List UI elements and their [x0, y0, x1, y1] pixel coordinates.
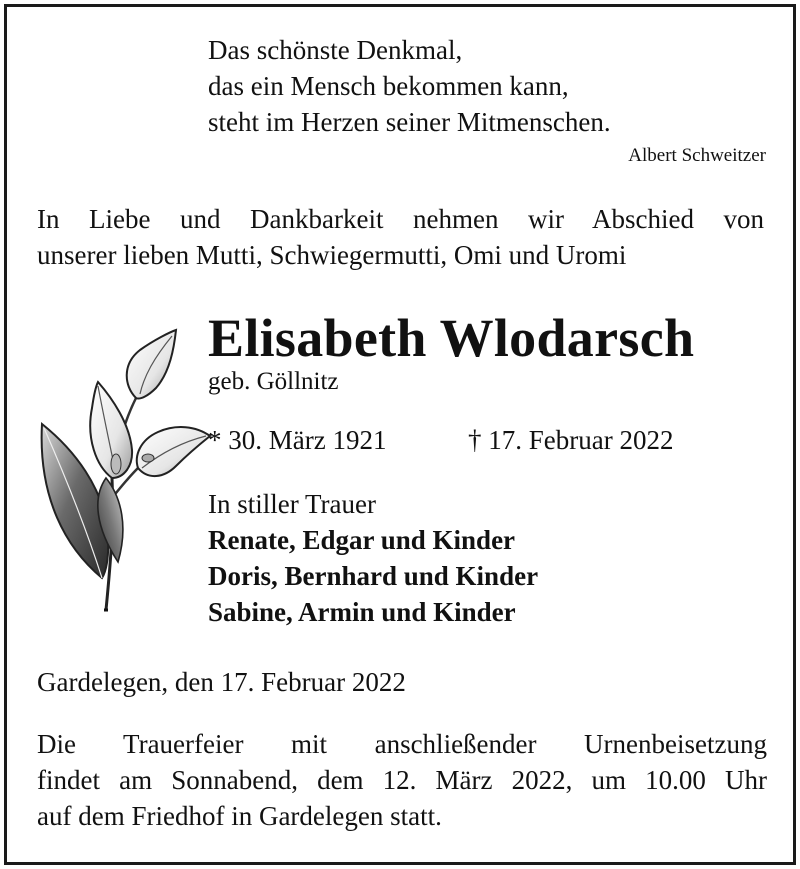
quote-line: das ein Mensch bekommen kann,	[208, 71, 569, 101]
mourner-family: Doris, Bernhard und Kinder	[208, 561, 539, 591]
mourner-family: Sabine, Armin und Kinder	[208, 597, 516, 627]
quote-line: Das schönste Denkmal,	[208, 35, 463, 65]
quote-author: Albert Schweitzer	[628, 145, 766, 166]
maiden-name: geb. Göllnitz	[208, 368, 339, 395]
mourner-family: Renate, Edgar und Kinder	[208, 525, 516, 555]
ceremony-line: auf dem Friedhof in Gardelegen statt.	[37, 801, 442, 831]
intro-text	[37, 201, 764, 273]
quote-block	[208, 32, 611, 140]
calla-lily-icon	[36, 328, 212, 612]
intro-line: unserer lieben Mutti, Schwiegermutti, Omi und Uromi	[37, 240, 627, 270]
quote-line: steht im Herzen seiner Mitmenschen.	[208, 107, 611, 137]
ceremony-text	[37, 726, 767, 834]
ceremony-line: Die Trauerfeier mit anschließender Urnenbeisetzung	[37, 729, 767, 759]
intro-line: In Liebe und Dankbarkeit nehmen wir Abschied von	[37, 204, 764, 234]
birth-date: * 30. März 1921	[208, 425, 387, 455]
place-date: Gardelegen, den 17. Februar 2022	[37, 667, 406, 697]
ceremony-line: findet am Sonnabend, dem 12. März 2022, um 10.00 Uhr	[37, 765, 767, 795]
death-date: † 17. Februar 2022	[468, 425, 674, 455]
mourners-intro: In stiller Trauer	[208, 489, 376, 519]
mourners-block	[208, 486, 538, 630]
deceased-name: Elisabeth Wlodarsch	[208, 308, 695, 368]
